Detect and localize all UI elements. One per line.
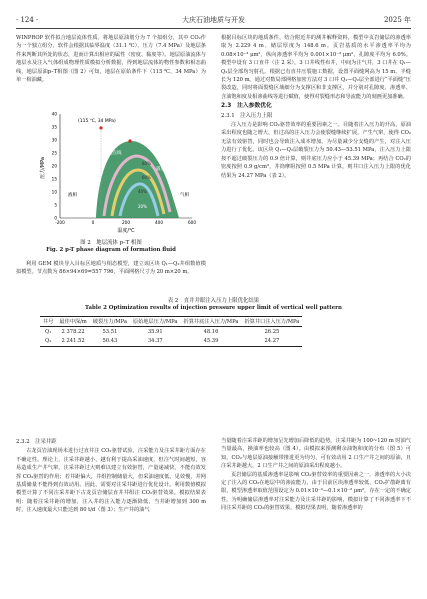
table-row <box>40 327 302 337</box>
table-cell: 24.27 <box>264 338 280 345</box>
subsection-heading: 2.3.2 注采井距 <box>16 439 57 445</box>
table-caption-en: Table 2 Optimization results of injection pressure upper limit of vertical well pattern <box>85 305 342 311</box>
journal-title: 大庆石油地质与开发 <box>182 16 245 24</box>
y-axis-label: 压力/MPa <box>40 157 46 179</box>
table-row <box>40 337 302 347</box>
table-header-cell: 原始地层压力/MPa <box>132 318 178 325</box>
paragraph: 当量随着注采井距的增加呈先增加后降低的趋势，注采井距为 100~120 m 时油气当量最高，换油率也较高（图 4）。由模拟来预测剩余油饱和度的分布（图 5）可知，CO₂与地层原油接触带推进更为均匀，可有效动用 2 口生产井之间的原油，且注采井距越大，2 口生产井之间的原油采出程度越小。 <box>221 438 411 470</box>
injection-pressure-table <box>40 316 302 347</box>
left-column-bottom <box>16 437 206 515</box>
paragraph: 根据目标区块的地质条件，结合附近井的测井解释资料，模型中页岩储层的渗透率取为 2.229 4 m、储层厚度为 148.6 m。页岩基质的水平渗透率平均为 0.08×10⁻³ μm²，纵向渗透率平均为 0.001×10⁻³ μm²，孔隙度平均为 6.0%。模型中设有 3 口直井（注 2 采），3 口井线性布井，中间为注气井，3 口井在 Q₁—Q₂层全部均匀射孔。根据已有直井压裂施工数据，设置平面缝网高为 15 m、半缝长为 120 m。通过对数局部网格加密方法对 3 口井 Q₁—Q₂层全部进行“平面缝”压裂改造，同时将面裂缝区域细分为支撑区和非支撑区，并分别对孔隙度、渗透率、含油饱和度及相渗曲线等进行赋值，使得对裂缝形态和导流能力的刻画更加准确。 <box>221 35 411 100</box>
table-cell: 2 241.52 <box>61 338 85 345</box>
table-cell: 2 378.22 <box>61 328 85 335</box>
paragraph: 古龙页岩油现场未进行过直井注 CO₂驱替试验，注采能力及注采井距方面存在不确定性。理论上，注采井距越小，越有利于提高采油速度，但注气时间越短，容易造成生产井气窜，注采井距过大则难以建立有效驱替，产量递减快，不能有效发挥 CO₂驱替的作用；若井距偏大，井组控制储量大，但采油速度低、见效慢，并网基质储量不能得到有效动用。因此，需要对注采井距进行优化设计。利用数值模拟模型计算了不同注采井距下古龙页岩储层直井井组注 CO₂驱替效果。模拟结果表明：随着注采井距的增加，注入井的注入能力逐渐降低，当井距增加到 300 m 时，注入速度最大只能达到 80 t/d（图 3）；生产井的油气 <box>16 448 206 514</box>
table-cell: 34.37 <box>147 338 163 345</box>
x-tick-label: 0 <box>91 220 95 225</box>
page-header <box>16 14 411 26</box>
paragraph: 页岩储层的基质渗透率是影响 CO₂驱替效率的重要因素之一，渗透率的大小决定了注入的 CO₂在地层中的渗流能力，由于目前区块渗透率较低，CO₂扩散距离有限，模型渗透率取值范围设定为 0.01×10⁻³—0.1×10⁻³ μm²，存在一定的不确定性。为明确储层渗透率对注采能力及注采井距的影响，模拟计算了不同渗透率下不同注采井距的 CO₂的驱替效果。模拟结果表明，随着渗透率的 <box>221 471 411 512</box>
y-tick-label: 15 <box>51 176 57 182</box>
y-tick-label: 10 <box>51 189 57 195</box>
y-tick-label: 25 <box>51 150 57 156</box>
header-rule <box>16 28 411 29</box>
journal-year: 2025 年 <box>383 16 411 24</box>
bubble-line-label: 泡点线 <box>108 151 122 156</box>
table-header-cell: 破裂压力/MPa <box>92 318 127 325</box>
x-tick-label: 400 <box>155 220 163 225</box>
left-column-mid <box>16 260 206 277</box>
table-cell: 50.43 <box>102 338 118 345</box>
table-cell: 35.91 <box>147 328 163 335</box>
table-cell: 53.51 <box>102 328 118 335</box>
table-header-cell: 折算井底注入压力/MPa <box>183 318 239 325</box>
table-caption-cn: 表 2 直井井眼注入压力上限优化结果 <box>167 298 260 304</box>
table-caption <box>16 298 411 312</box>
paragraph: 注入压力是影响 CO₂驱替效率的重要因素之一。目随着注入压力的升高，原油采出程度也随之增大，但过高的注入压力会使裂缝继续扩展，产生气窜，使得 CO₂无法有效驱替，同时也会导致注入成本增加。为尽量减少分支缝的产生，对注入压力进行了优化。该区块 Q₁—Q₂层破裂压力为 50.43—53.51 MPa，注入压力上限按不超过破裂压力的 0.9 倍计算，则井底压力应小于 45.39 MPa；再结合 CO₂的密度按照 0.9 g/cm³，井筒摩阻按照 0.5 MPa 计算，则井口注入压力上限的优化结果为 24.27 MPa（表 2）。 <box>221 122 411 179</box>
table-cell: 26.25 <box>264 328 280 335</box>
paragraph: WINPROP 软件拟合地层流体性质。将地层原油划分为 7 个拟组分，其中 CO₂作为一个独立组分，软件会根据其临界温度（31.1 ℃）、压力（7.4 MPa）及地层条件来判断其所处的状态，进而计算出相应的属性（密度、黏度等）。地层原油流体与地层水及注入气体组成物理性质模拟分析数据，得到地层流体的物性参数和相态曲线，地层原油p–T相图（图 2）可知，地层在原始条件下（115 ℃，34 MPa）为单一相油藏。 <box>16 35 206 84</box>
critical-point-marker <box>128 139 131 142</box>
table-header-row <box>40 317 302 327</box>
y-tick-label: 30 <box>51 137 57 143</box>
pt-phase-diagram <box>38 108 198 236</box>
figure-caption-en: Fig. 2 p-T phase diagram of formation fluid <box>46 247 176 253</box>
x-tick-label: -200 <box>55 220 65 225</box>
figure-caption <box>16 240 206 254</box>
critical-point-label: 临界点 <box>133 135 147 140</box>
table-header-cell: 最佳中深/m <box>59 318 87 325</box>
section-heading: 2.3 注入参数优化 <box>221 103 272 110</box>
liquid-phase-label: 液相 <box>68 193 77 198</box>
left-column-top <box>16 34 206 84</box>
quality-label: 20% <box>138 204 147 209</box>
quality-label: 80% <box>142 161 151 166</box>
right-column-top <box>221 34 411 180</box>
y-tick-label: 35 <box>51 124 57 130</box>
paragraph: 利用 GEM 模块导入目标区地质与相态模型，建立该区块 Q₁—Q₂井组数值模拟模型。节点数为 86×94×69=557 796，平面网格尺寸为 20 m×20 m。 <box>16 261 206 276</box>
table-cell: Q₁ <box>45 328 52 335</box>
table-header-cell: 井号 <box>43 318 54 325</box>
right-column-bottom <box>221 437 411 513</box>
table-cell: 48.16 <box>203 328 219 335</box>
table-cell: 45.39 <box>203 338 219 345</box>
initial-condition-label: (115 ℃, 34 MPa) <box>78 119 116 124</box>
gas-phase-label: 气相 <box>180 193 189 198</box>
x-tick-label: 200 <box>122 220 130 225</box>
table-cell: Q₂ <box>45 338 52 345</box>
x-axis-label: 温度/℃ <box>117 228 135 234</box>
dew-line-label: 露点线 <box>156 167 170 172</box>
y-tick-label: 40 <box>51 111 57 117</box>
page-number: · 124 · <box>16 16 39 24</box>
x-tick-label: 600 <box>188 220 196 225</box>
y-tick-label: 5 <box>54 202 57 208</box>
y-tick-label: 0 <box>54 215 57 221</box>
y-tick-labels <box>52 112 58 221</box>
x-tick-labels <box>55 220 196 225</box>
table-header-cell: 折算井口注入压力/MPa <box>244 318 300 325</box>
y-tick-label: 20 <box>51 163 57 169</box>
quality-label: 40% <box>138 189 147 194</box>
quality-label: 60% <box>142 175 151 180</box>
subsection-heading: 2.3.1 注入压力上限 <box>221 112 273 119</box>
figure-caption-cn: 图 2 地层流体 p–T 相图 <box>80 240 142 246</box>
